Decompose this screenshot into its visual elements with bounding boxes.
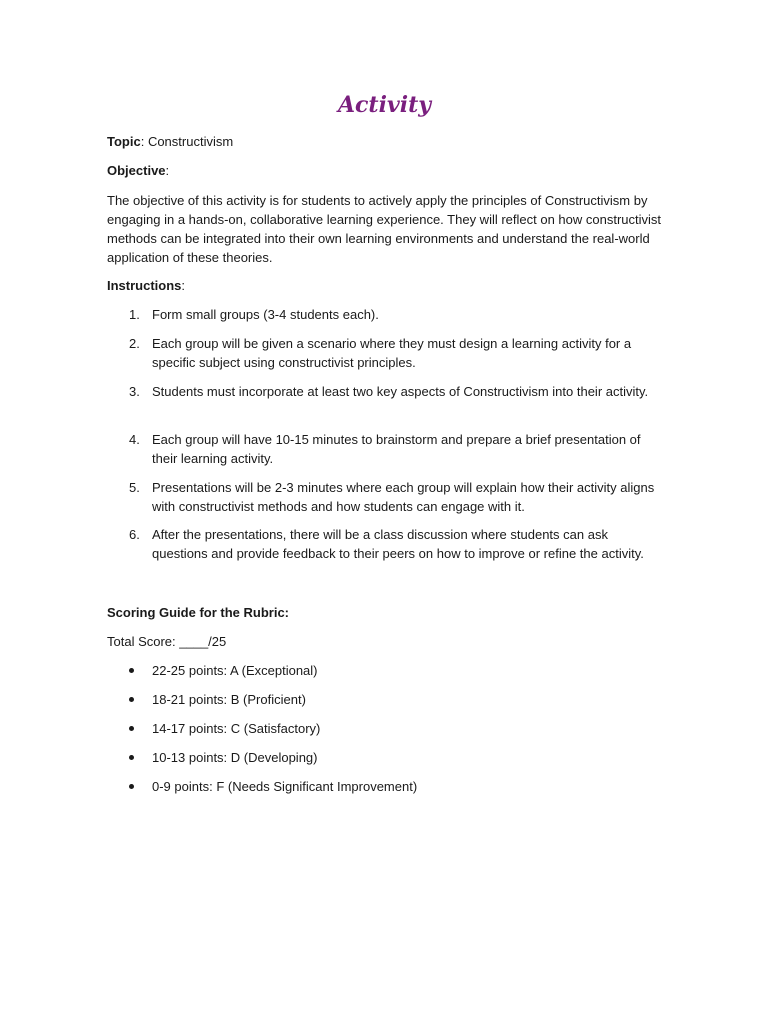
scoring-heading-label: Scoring Guide for the Rubric: (107, 605, 290, 620)
instruction-text: After the presentations, there will be a class discussion where students can ask questions and provide feedback to their peers on how to improve or refine the activity. (152, 527, 644, 561)
instruction-text: Each group will be given a scenario where they must design a learning activity for a specific subject using constructivist principles. (152, 336, 632, 370)
instruction-text: Each group will have 10-15 minutes to brainstorm and prepare a brief presentation of their learning activity. (152, 432, 641, 466)
instruction-text: Students must incorporate at least two key aspects of Constructivism into their activity. (152, 384, 649, 399)
instruction-number: 2. (129, 336, 140, 351)
instruction-number: 4. (129, 432, 140, 447)
instruction-number: 3. (129, 384, 140, 399)
topic-value: Constructivism (144, 134, 234, 149)
scoring-item-text: 0-9 points: F (Needs Significant Improvement) (152, 779, 418, 794)
instructions-separator: : (181, 278, 186, 293)
instructions-heading (107, 276, 662, 295)
bullet-icon (129, 726, 134, 731)
bullet-icon (129, 784, 134, 789)
instruction-text: Form small groups (3-4 students each). (152, 307, 379, 322)
bullet-icon (129, 755, 134, 760)
scoring-item-text: 22-25 points: A (Exceptional) (152, 663, 318, 678)
objective-label: Objective (107, 163, 166, 178)
objective-text: The objective of this activity is for students to actively apply the principles of Constructivism by engaging in a hands-on, collaborative learning experience. They will reflect on how constructivist methods can be integrated into their own learning environments and understand the real-world application of these theories. (107, 193, 662, 265)
bullet-icon (129, 668, 134, 673)
topic-label: Topic (107, 134, 141, 149)
total-score: Total Score: ____/25 (107, 634, 227, 649)
bullet-icon (129, 697, 134, 702)
scoring-heading (107, 603, 662, 622)
instruction-number: 1. (129, 307, 140, 322)
instruction-text: Presentations will be 2-3 minutes where each group will explain how their activity aligns with constructivist methods and how students can engage with it. (152, 480, 655, 514)
objective-separator: : (165, 163, 170, 178)
instruction-number: 5. (129, 480, 140, 495)
topic-separator: : (140, 134, 145, 149)
topic-line (107, 132, 662, 151)
scoring-item-text: 10-13 points: D (Developing) (152, 750, 318, 765)
scoring-item-text: 14-17 points: C (Satisfactory) (152, 721, 321, 736)
scoring-item-text: 18-21 points: B (Proficient) (152, 692, 306, 707)
document-title: Activity (337, 92, 432, 118)
instruction-number: 6. (129, 527, 140, 542)
instructions-label: Instructions (107, 278, 182, 293)
objective-heading (107, 161, 662, 180)
